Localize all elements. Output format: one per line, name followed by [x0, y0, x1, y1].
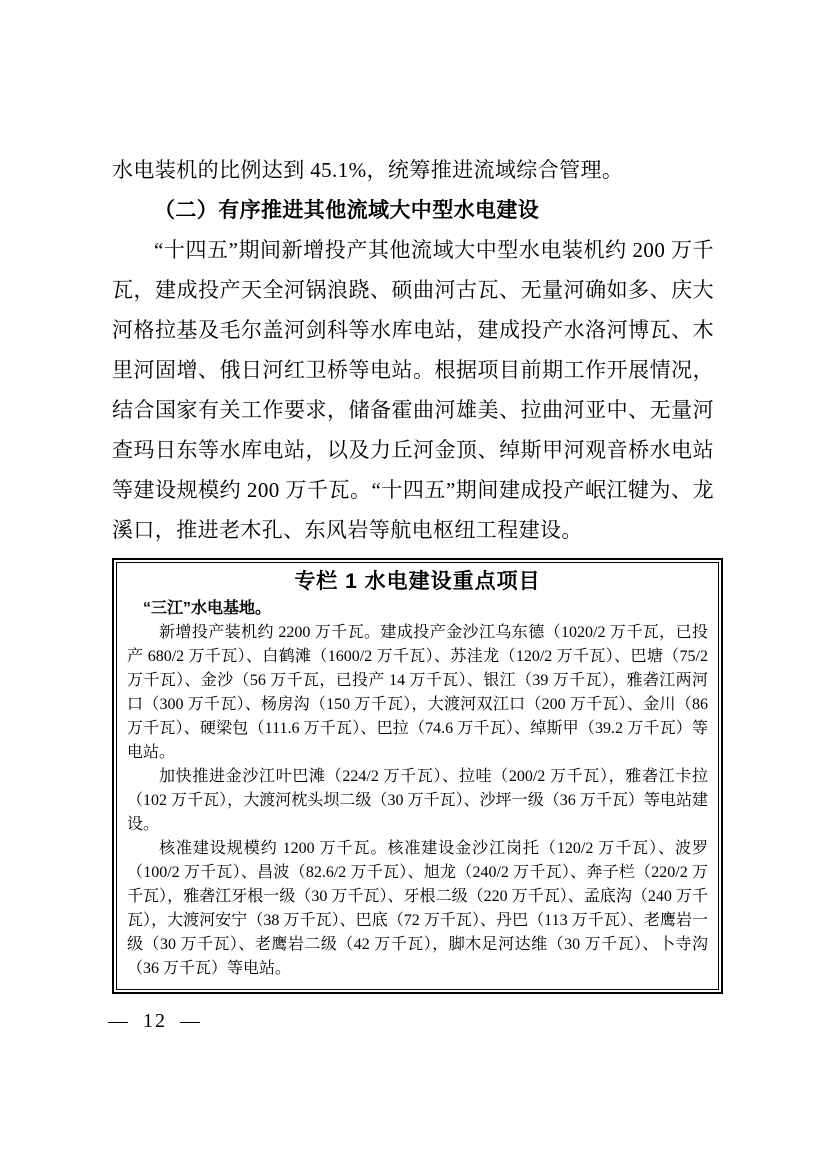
- callout-box-subheading: “三江”水电基地。: [143, 600, 272, 617]
- body-paragraph: “十四五”期间新增投产其他流域大中型水电装机约 200 万千瓦，建成投产天全河锅浪跷、硕曲河古瓦、无量河确如多、庆大河格拉基及毛尔盖河剑科等水库电站，建成投产水洛河博瓦、木里河固增、俄日河红卫桥等电站。根据项目前期工作开展情况，结合国家有关工作要求，储备霍曲河雄美、拉曲河亚中、无量河查玛日东等水库电站，以及力丘河金顶、绰斯甲河观音桥水电站等建设规模约 200 万千瓦。“十四五”期间建成投产岷江犍为、龙溪口，推进老木孔、东风岩等航电枢纽工程建设。: [112, 238, 714, 542]
- paragraph-continuation: 水电装机的比例达到 45.1%，统筹推进流域综合管理。: [112, 158, 624, 182]
- callout-box-paragraph: 新增投产装机约 2200 万千瓦。建成投产金沙江乌东德（1020/2 万千瓦，已投产 680/2 万千瓦）、白鹤滩（1600/2 万千瓦）、苏洼龙（120/2 万千瓦）、巴塘（75/2 万千瓦）、金沙（56 万千瓦，已投产 14 万千瓦）、银江（39 万千瓦），雅砻江两河口（300 万千瓦）、杨房沟（150 万千瓦），大渡河双江口（200 万千瓦）、金川（86 万千瓦）、硬梁包（111.6 万千瓦）、巴拉（74.6 万千瓦）、绰斯甲（39.2 万千瓦）等电站。: [127, 624, 708, 761]
- page-content: [112, 150, 714, 550]
- callout-box-paragraph: 核准建设规模约 1200 万千瓦。核准建设金沙江岗托（120/2 万千瓦）、波罗（100/2 万千瓦）、昌波（82.6/2 万千瓦）、旭龙（240/2 万千瓦）、奔子栏（220/2 万千瓦），雅砻江牙根一级（30 万千瓦）、牙根二级（220 万千瓦）、孟底沟（240 万千瓦），大渡河安宁（38 万千瓦）、巴底（72 万千瓦）、丹巴（113 万千瓦）、老鹰岩一级（30 万千瓦）、老鹰岩二级（42 万千瓦），脚木足河达维（30 万千瓦）、卜寺沟（36 万千瓦）等电站。: [127, 840, 708, 977]
- callout-box-title: 专栏 1 水电建设重点项目: [294, 570, 541, 593]
- callout-box-paragraph: 加快推进金沙江叶巴滩（224/2 万千瓦）、拉哇（200/2 万千瓦），雅砻江卡拉（102 万千瓦），大渡河枕头坝二级（30 万千瓦）、沙坪一级（36 万千瓦）等电站建设。: [127, 768, 708, 833]
- callout-box-inner: [116, 562, 719, 990]
- section-heading: （二）有序推进其他流域大中型水电建设: [154, 198, 540, 222]
- callout-box: [112, 558, 723, 994]
- page-number: — 12 —: [108, 1010, 202, 1032]
